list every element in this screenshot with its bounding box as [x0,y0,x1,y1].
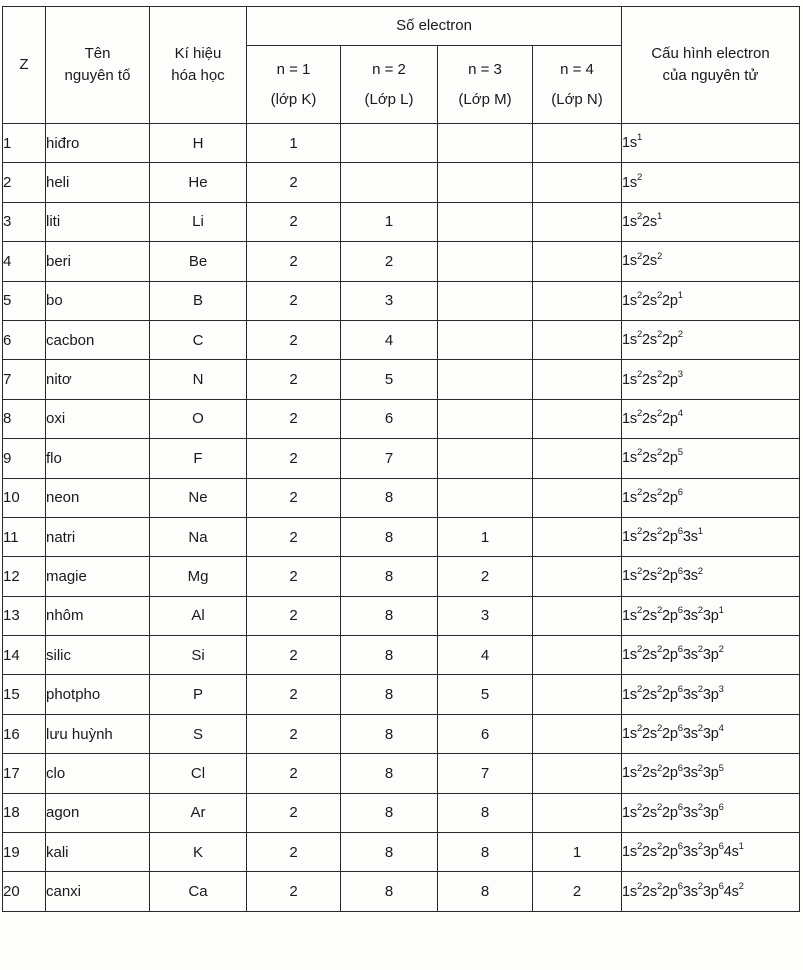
cell-symbol: O [150,399,247,438]
cell-shell-n [533,202,622,241]
cell-shell-n [533,163,622,202]
cell-element-name: agon [46,793,150,832]
table-row [3,557,800,596]
cell-symbol: Li [150,202,247,241]
cell-element-name: cacbon [46,320,150,359]
cell-shell-k: 2 [247,163,341,202]
table-row [3,242,800,281]
cell-element-name: heli [46,163,150,202]
cell-shell-l: 1 [341,202,438,241]
table-row [3,202,800,241]
cell-symbol: B [150,281,247,320]
cell-shell-k: 2 [247,478,341,517]
cell-symbol: N [150,360,247,399]
cell-electron-configuration: $1s^22s^22p^63s^2$ [622,557,800,596]
table-row [3,320,800,359]
cell-electron-configuration: $1s^22s^22p^3$ [622,360,800,399]
cell-shell-n [533,793,622,832]
cell-element-name: liti [46,202,150,241]
cell-shell-n [533,124,622,163]
cell-shell-m [438,124,533,163]
header-shell-m: n = 3 (Lớp M) [438,46,533,124]
cell-element-name: hiđro [46,124,150,163]
cell-symbol: Ca [150,872,247,911]
cell-element-name: nhôm [46,596,150,635]
cell-z: 9 [3,439,46,478]
cell-symbol: K [150,833,247,872]
cell-z: 1 [3,124,46,163]
cell-symbol: Be [150,242,247,281]
cell-electron-configuration: $1s^22s^22p^63s^23p^6$ [622,793,800,832]
cell-symbol: Al [150,596,247,635]
header-shell-l: n = 2 (Lớp L) [341,46,438,124]
cell-element-name: neon [46,478,150,517]
cell-shell-k: 2 [247,714,341,753]
table-body [3,124,800,912]
cell-electron-configuration: $1s^22s^22p^63s^23p^3$ [622,675,800,714]
electron-configuration-table [2,6,800,912]
cell-element-name: beri [46,242,150,281]
cell-shell-l: 8 [341,714,438,753]
cell-electron-configuration: $1s^22s^22p^2$ [622,320,800,359]
cell-shell-l: 8 [341,675,438,714]
cell-shell-l: 8 [341,793,438,832]
cell-electron-configuration: $1s^1$ [622,124,800,163]
header-element-name: Tên nguyên tố [46,7,150,124]
cell-element-name: clo [46,754,150,793]
table-row [3,124,800,163]
cell-shell-l: 7 [341,439,438,478]
cell-symbol: H [150,124,247,163]
table-row [3,596,800,635]
cell-shell-m [438,320,533,359]
cell-shell-k: 2 [247,557,341,596]
table-row [3,439,800,478]
cell-shell-n: 1 [533,833,622,872]
cell-symbol: Si [150,636,247,675]
cell-symbol: Cl [150,754,247,793]
cell-shell-k: 2 [247,833,341,872]
table-row [3,636,800,675]
cell-shell-n [533,636,622,675]
cell-z: 3 [3,202,46,241]
cell-electron-configuration: $1s^22s^22p^63s^23p^64s^1$ [622,833,800,872]
cell-shell-m [438,202,533,241]
cell-element-name: bo [46,281,150,320]
cell-shell-m: 2 [438,557,533,596]
table-row [3,793,800,832]
cell-shell-m [438,163,533,202]
cell-shell-n [533,596,622,635]
cell-element-name: canxi [46,872,150,911]
cell-shell-l: 8 [341,517,438,556]
cell-shell-l [341,124,438,163]
header-shell-k: n = 1 (lớp K) [247,46,341,124]
table-row [3,163,800,202]
cell-element-name: nitơ [46,360,150,399]
cell-shell-m [438,439,533,478]
cell-shell-n [533,714,622,753]
cell-shell-k: 2 [247,242,341,281]
cell-z: 7 [3,360,46,399]
table-row [3,399,800,438]
cell-shell-m: 8 [438,833,533,872]
cell-z: 5 [3,281,46,320]
cell-shell-n: 2 [533,872,622,911]
cell-shell-k: 1 [247,124,341,163]
cell-shell-l: 8 [341,478,438,517]
cell-electron-configuration: $1s^22s^22p^63s^23p^64s^2$ [622,872,800,911]
cell-shell-m [438,399,533,438]
cell-shell-n [533,242,622,281]
cell-shell-k: 2 [247,636,341,675]
cell-shell-l [341,163,438,202]
cell-shell-k: 2 [247,675,341,714]
cell-z: 2 [3,163,46,202]
cell-z: 13 [3,596,46,635]
table-row [3,478,800,517]
cell-shell-n [533,517,622,556]
table-row [3,281,800,320]
cell-shell-l: 8 [341,872,438,911]
cell-electron-configuration: $1s^22s^2$ [622,242,800,281]
cell-shell-n [533,360,622,399]
cell-symbol: S [150,714,247,753]
table-row [3,675,800,714]
cell-element-name: natri [46,517,150,556]
cell-z: 17 [3,754,46,793]
cell-element-name: silic [46,636,150,675]
cell-symbol: Ne [150,478,247,517]
cell-shell-m: 8 [438,793,533,832]
cell-shell-m: 6 [438,714,533,753]
cell-z: 19 [3,833,46,872]
cell-shell-m [438,478,533,517]
cell-shell-m: 7 [438,754,533,793]
cell-shell-k: 2 [247,754,341,793]
cell-shell-m [438,281,533,320]
header-electron-count: Số electron [247,7,622,46]
cell-element-name: magie [46,557,150,596]
cell-shell-n [533,399,622,438]
cell-symbol: He [150,163,247,202]
cell-shell-k: 2 [247,281,341,320]
cell-symbol: Na [150,517,247,556]
table-row [3,517,800,556]
cell-shell-m: 3 [438,596,533,635]
cell-symbol: F [150,439,247,478]
cell-shell-n [533,675,622,714]
cell-shell-n [533,439,622,478]
cell-electron-configuration: $1s^22s^22p^63s^23p^2$ [622,636,800,675]
header-shell-n: n = 4 (Lớp N) [533,46,622,124]
cell-symbol: Mg [150,557,247,596]
cell-shell-n [533,281,622,320]
cell-shell-m [438,242,533,281]
cell-shell-l: 4 [341,320,438,359]
cell-symbol: P [150,675,247,714]
cell-shell-k: 2 [247,793,341,832]
cell-z: 12 [3,557,46,596]
cell-shell-l: 8 [341,636,438,675]
table-header [3,7,800,124]
cell-z: 15 [3,675,46,714]
table-row [3,360,800,399]
cell-shell-k: 2 [247,596,341,635]
cell-z: 6 [3,320,46,359]
cell-element-name: lưu huỳnh [46,714,150,753]
cell-element-name: photpho [46,675,150,714]
table-row [3,714,800,753]
cell-shell-m: 1 [438,517,533,556]
header-chemical-symbol: Kí hiệu hóa học [150,7,247,124]
cell-shell-n [533,557,622,596]
cell-shell-k: 2 [247,439,341,478]
cell-symbol: Ar [150,793,247,832]
header-z: Z [3,7,46,124]
cell-z: 18 [3,793,46,832]
cell-shell-m: 8 [438,872,533,911]
cell-shell-k: 2 [247,399,341,438]
cell-electron-configuration: $1s^22s^22p^63s^1$ [622,517,800,556]
cell-element-name: flo [46,439,150,478]
cell-shell-m: 4 [438,636,533,675]
cell-symbol: C [150,320,247,359]
cell-shell-n [533,478,622,517]
cell-z: 8 [3,399,46,438]
cell-shell-l: 8 [341,754,438,793]
cell-z: 14 [3,636,46,675]
header-electron-configuration: Cấu hình electron của nguyên tử [622,7,800,124]
cell-electron-configuration: $1s^22s^22p^63s^23p^1$ [622,596,800,635]
cell-shell-k: 2 [247,517,341,556]
cell-electron-configuration: $1s^22s^22p^63s^23p^4$ [622,714,800,753]
cell-element-name: oxi [46,399,150,438]
cell-shell-k: 2 [247,320,341,359]
cell-z: 20 [3,872,46,911]
cell-z: 4 [3,242,46,281]
cell-electron-configuration: $1s^22s^22p^5$ [622,439,800,478]
cell-shell-k: 2 [247,360,341,399]
table-row [3,833,800,872]
cell-shell-n [533,320,622,359]
cell-shell-k: 2 [247,872,341,911]
cell-shell-n [533,754,622,793]
cell-shell-k: 2 [247,202,341,241]
cell-shell-l: 8 [341,557,438,596]
cell-electron-configuration: $1s^22s^22p^63s^23p^5$ [622,754,800,793]
cell-z: 11 [3,517,46,556]
table-row [3,872,800,911]
cell-z: 16 [3,714,46,753]
table-row [3,754,800,793]
cell-shell-l: 8 [341,833,438,872]
cell-z: 10 [3,478,46,517]
cell-electron-configuration: $1s^22s^1$ [622,202,800,241]
cell-shell-m [438,360,533,399]
cell-shell-l: 5 [341,360,438,399]
cell-electron-configuration: $1s^22s^22p^6$ [622,478,800,517]
cell-shell-l: 8 [341,596,438,635]
cell-shell-l: 6 [341,399,438,438]
cell-electron-configuration: $1s^2$ [622,163,800,202]
cell-electron-configuration: $1s^22s^22p^1$ [622,281,800,320]
cell-shell-m: 5 [438,675,533,714]
cell-electron-configuration: $1s^22s^22p^4$ [622,399,800,438]
cell-shell-l: 3 [341,281,438,320]
cell-shell-l: 2 [341,242,438,281]
cell-element-name: kali [46,833,150,872]
